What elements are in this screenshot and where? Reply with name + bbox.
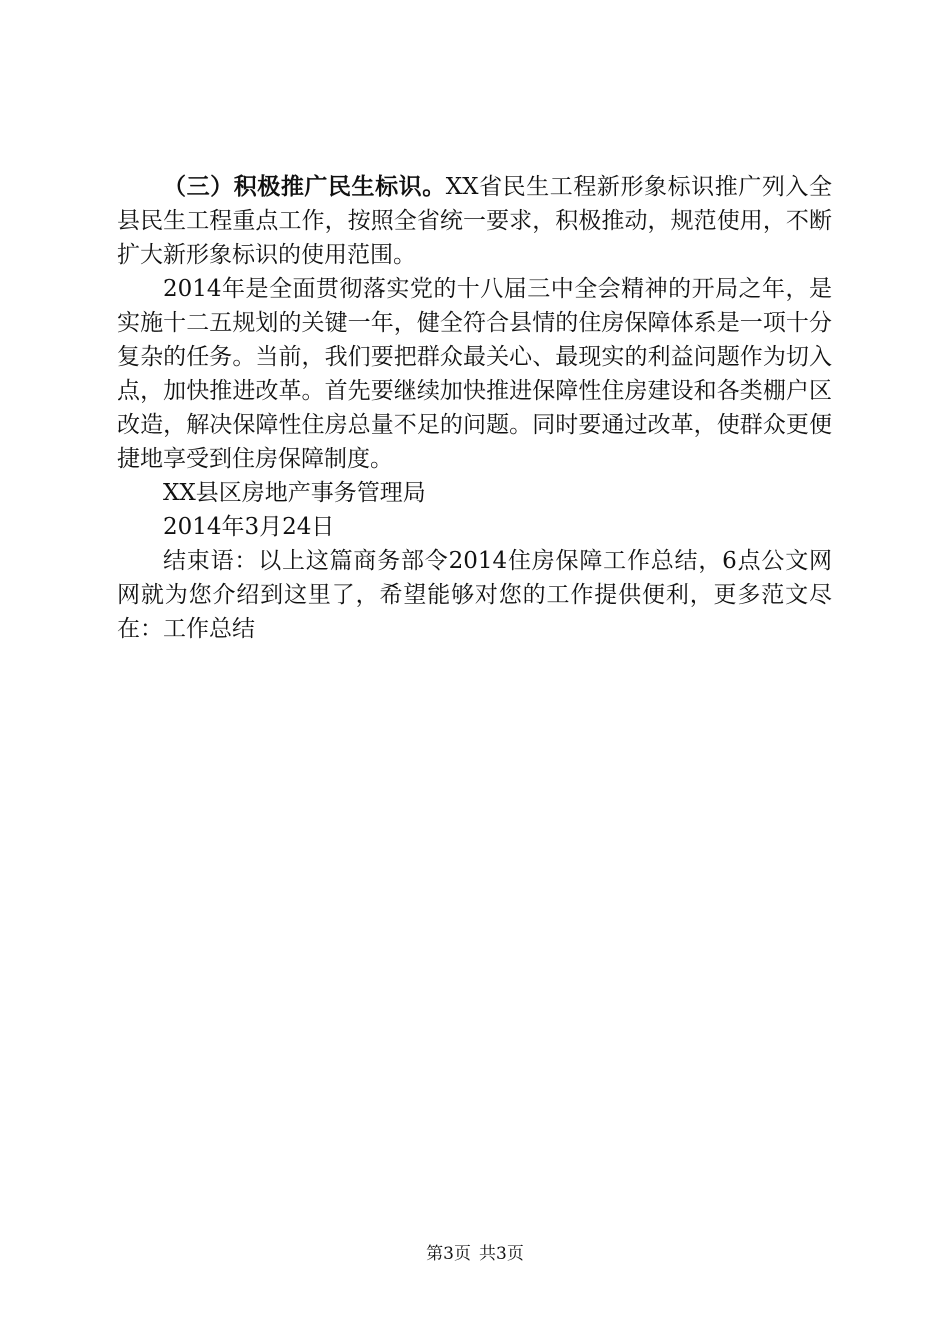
document-body [117,170,832,646]
page-number: 第3页 [426,1244,471,1264]
section-3-text: XX省民生工程新形象标识推广列入全县民生工程重点工作，按照全省统一要求，积极推动，规范使用，不断扩大新形象标识的使用范围。 [117,174,833,268]
date-line: 2014年3月24日 [163,514,335,540]
summary-paragraph: 2014年是全面贯彻落实党的十八届三中全会精神的开局之年，是实施十二五规划的关键一年，健全符合县情的住房保障体系是一项十分复杂的任务。当前，我们要把群众最关心、最现实的利益问题作为切入点，加快推进改革。首先要继续加快推进保障性住房建设和各类棚户区改造，解决保障性住房总量不足的问题。同时要通过改革，使群众更便捷地享受到住房保障制度。 [117,276,832,472]
signature-line: XX县区房地产事务管理局 [163,480,426,506]
page-footer [0,1243,950,1265]
section-3-heading: （三）积极推广民生标识。 [163,174,446,200]
page-total: 共3页 [479,1244,524,1264]
section-3-paragraph [117,170,832,272]
closing-paragraph: 结束语：以上这篇商务部令2014住房保障工作总结，6点公文网网就为您介绍到这里了，希望能够对您的工作提供便利，更多范文尽在：工作总结 [117,548,832,642]
